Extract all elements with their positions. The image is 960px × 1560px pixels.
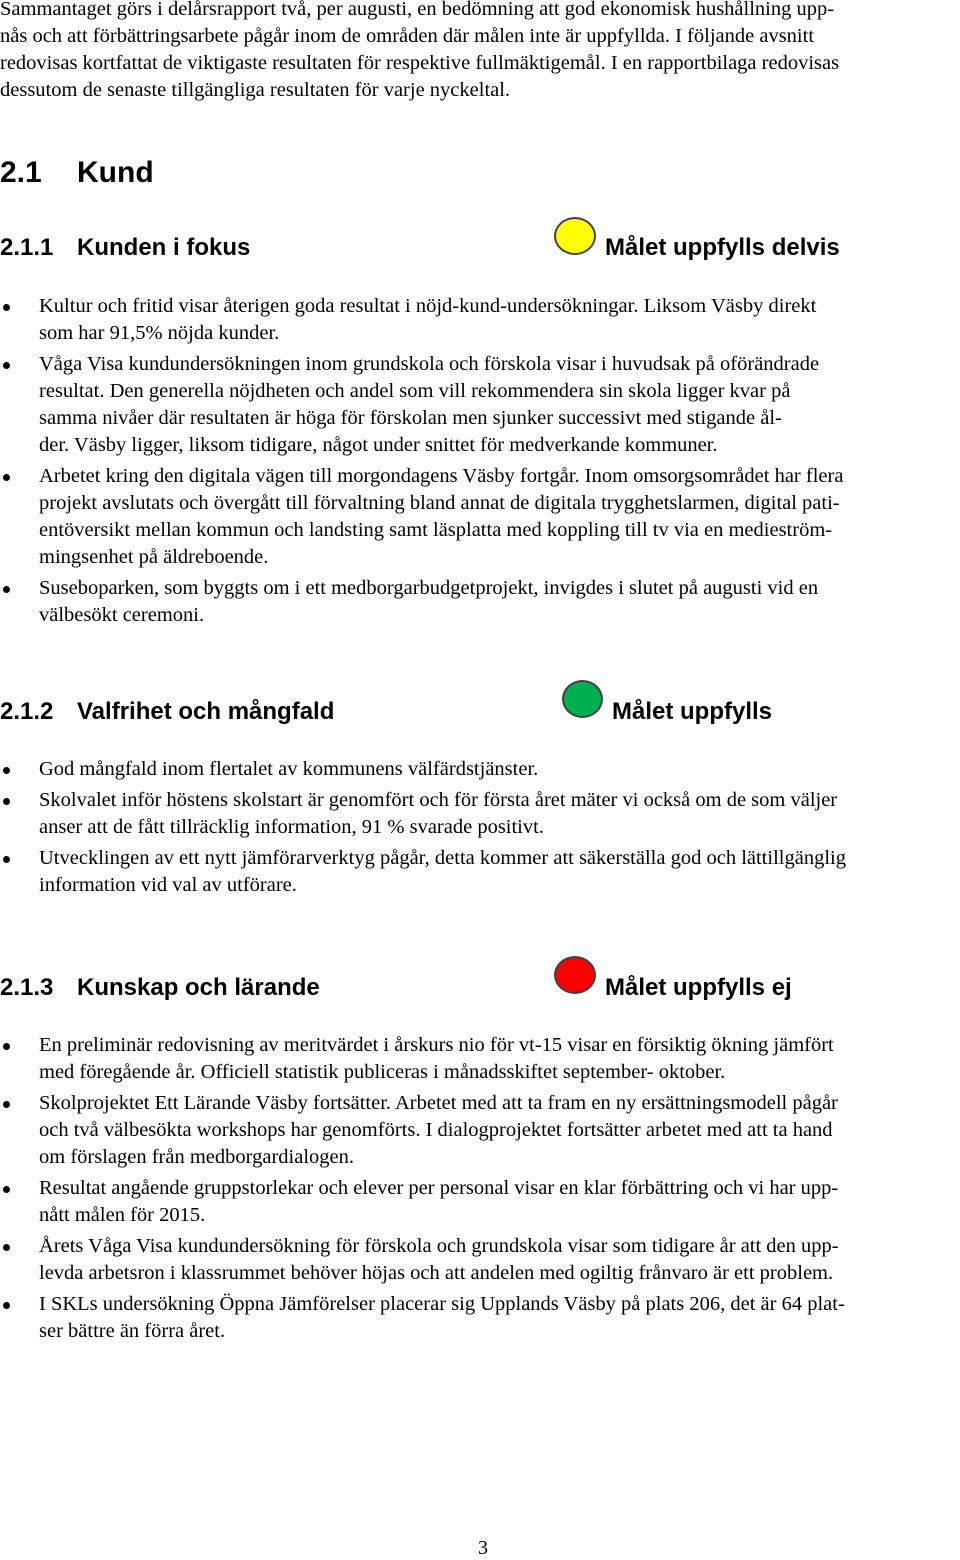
section-heading xyxy=(0,155,154,191)
yellow-status-light-icon xyxy=(554,217,596,255)
bullet-list-kunskap-och-larande xyxy=(0,1032,960,1345)
status-label: Målet uppfylls delvis xyxy=(605,234,840,261)
list-item-line: som har 91,5% nöjda kunder. xyxy=(39,322,280,344)
list-item-line: med föregående år. Officiell statistik publiceras i månadsskiftet september- oktober. xyxy=(39,1061,726,1083)
list-item xyxy=(0,351,960,459)
bullet-icon xyxy=(3,474,10,481)
subsection-title: Kunden i fokus xyxy=(77,234,251,261)
list-item-line: En preliminär redovisning av meritvärdet i årskurs nio för vt-15 visar en försiktig ökning jämfört xyxy=(39,1034,834,1056)
bullet-icon xyxy=(3,798,10,805)
list-item xyxy=(0,463,960,571)
subsection-number: 2.1.2 xyxy=(0,698,54,725)
bullet-icon xyxy=(3,362,10,369)
list-item xyxy=(0,845,960,899)
bullet-icon xyxy=(3,1043,10,1050)
list-item-line: levda arbetsron i klassrummet behöver höjas och att andelen med ogiltig frånvaro är ett problem. xyxy=(39,1262,834,1284)
list-item-line: entöversikt mellan kommun och landsting samt läsplatta med koppling till tv via en medieström- xyxy=(39,519,833,541)
list-item-line: Arbetet kring den digitala vägen till morgondagens Väsby fortgår. Inom omsorgsområdet har flera xyxy=(39,465,844,487)
bullet-icon xyxy=(3,1101,10,1108)
red-status-light-icon xyxy=(554,956,596,994)
list-item-line: God mångfald inom flertalet av kommunens välfärdstjänster. xyxy=(39,758,539,780)
list-item-line: mingsenhet på äldreboende. xyxy=(39,546,269,568)
subsection-title: Valfrihet och mångfald xyxy=(77,698,335,725)
list-item-line: nått målen för 2015. xyxy=(39,1204,206,1226)
list-item-line: om förslagen från medborgardialogen. xyxy=(39,1146,354,1168)
list-item-line: anser att de fått tillräcklig information, 91 % svarade positivt. xyxy=(39,816,544,838)
list-item-line: och två välbesökta workshops har genomförts. I dialogprojektet fortsätter arbetet med att ta hand xyxy=(39,1119,833,1141)
subsection-heading-valfrihet-och-mangfald xyxy=(0,697,334,727)
list-item-line: Resultat angående gruppstorlekar och elever per personal visar en klar förbättring och vi har upp- xyxy=(39,1177,839,1199)
bullet-icon xyxy=(3,1244,10,1251)
list-item xyxy=(0,1090,960,1171)
bullet-icon xyxy=(3,1302,10,1309)
list-item-line: Årets Våga Visa kundundersökning för förskola och grundskola visar som tidigare år att den upp- xyxy=(39,1235,839,1257)
subsection-heading-kunskap-och-larande xyxy=(0,973,320,1003)
list-item-line: samma nivåer där resultaten är höga för förskolan men sjunker successivt med stigande ål- xyxy=(39,407,782,429)
list-item xyxy=(0,1032,960,1086)
list-item-line: information vid val av utförare. xyxy=(39,874,297,896)
page-number: 3 xyxy=(478,1537,488,1559)
list-item xyxy=(0,1291,960,1345)
list-item-line: der. Väsby ligger, liksom tidigare, något under snittet för medverkande kommuner. xyxy=(39,434,718,456)
list-item-line: projekt avslutats och övergått till förvaltning bland annat de digitala trygghetslarmen, digital pati- xyxy=(39,492,840,514)
bullet-list-valfrihet-och-mangfald xyxy=(0,756,960,899)
list-item-line: Kultur och fritid visar återigen goda resultat i nöjd-kund-undersökningar. Liksom Väsby direkt xyxy=(39,295,817,317)
list-item xyxy=(0,293,960,347)
intro-line: dessutom de senaste tillgängliga resultaten för varje nyckeltal. xyxy=(0,79,511,101)
list-item-line: I SKLs undersökning Öppna Jämförelser placerar sig Upplands Väsby på plats 206, det är 64 plat- xyxy=(39,1293,845,1315)
intro-line: Sammantaget görs i delårsrapport två, per augusti, en bedömning att god ekonomisk hushållning upp- xyxy=(0,0,835,20)
subsection-number: 2.1.1 xyxy=(0,234,54,261)
list-item xyxy=(0,756,960,783)
list-item-line: Skolvalet inför höstens skolstart är genomfört och för första året mäter vi också om de som väljer xyxy=(39,789,838,811)
section-title: Kund xyxy=(77,156,154,189)
list-item xyxy=(0,1233,960,1287)
subsection-number: 2.1.3 xyxy=(0,974,54,1001)
list-item-line: välbesökt ceremoni. xyxy=(39,604,205,626)
subsection-heading-kunden-i-fokus xyxy=(0,233,250,263)
bullet-list-kunden-i-fokus xyxy=(0,293,960,629)
list-item-line: Suseboparken, som byggts om i ett medborgarbudgetprojekt, invigdes i slutet på augusti vid en xyxy=(39,577,819,599)
list-item-line: Utvecklingen av ett nytt jämförarverktyg pågår, detta kommer att säkerställa god och lättillgänglig xyxy=(39,847,846,869)
bullet-icon xyxy=(3,856,10,863)
list-item xyxy=(0,787,960,841)
list-item-line: Våga Visa kundundersökningen inom grundskola och förskola visar i huvudsak på oförändrade xyxy=(39,353,820,375)
list-item-line: Skolprojektet Ett Lärande Väsby fortsätter. Arbetet med att ta fram en ny ersättningsmodell pågår xyxy=(39,1092,838,1114)
subsection-title: Kunskap och lärande xyxy=(77,974,320,1001)
status-label: Målet uppfylls xyxy=(612,698,773,725)
bullet-icon xyxy=(3,767,10,774)
intro-paragraph xyxy=(0,0,960,104)
bullet-icon xyxy=(3,586,10,593)
list-item-line: ser bättre än förra året. xyxy=(39,1320,226,1342)
bullet-icon xyxy=(3,304,10,311)
intro-line: nås och att förbättringsarbete pågår inom de områden där målen inte är uppfyllda. I följande avsnitt xyxy=(0,25,815,47)
intro-line: redovisas kortfattat de viktigaste resultaten för respektive fullmäktigemål. I en rapportbilaga redovisas xyxy=(0,52,840,74)
list-item xyxy=(0,575,960,629)
bullet-icon xyxy=(3,1186,10,1193)
list-item xyxy=(0,1175,960,1229)
green-status-light-icon xyxy=(562,680,603,718)
list-item-line: resultat. Den generella nöjdheten och andel som vill rekommendera sin skola ligger kvar på xyxy=(39,380,791,402)
section-number: 2.1 xyxy=(0,156,42,189)
status-label: Målet uppfylls ej xyxy=(605,974,792,1001)
